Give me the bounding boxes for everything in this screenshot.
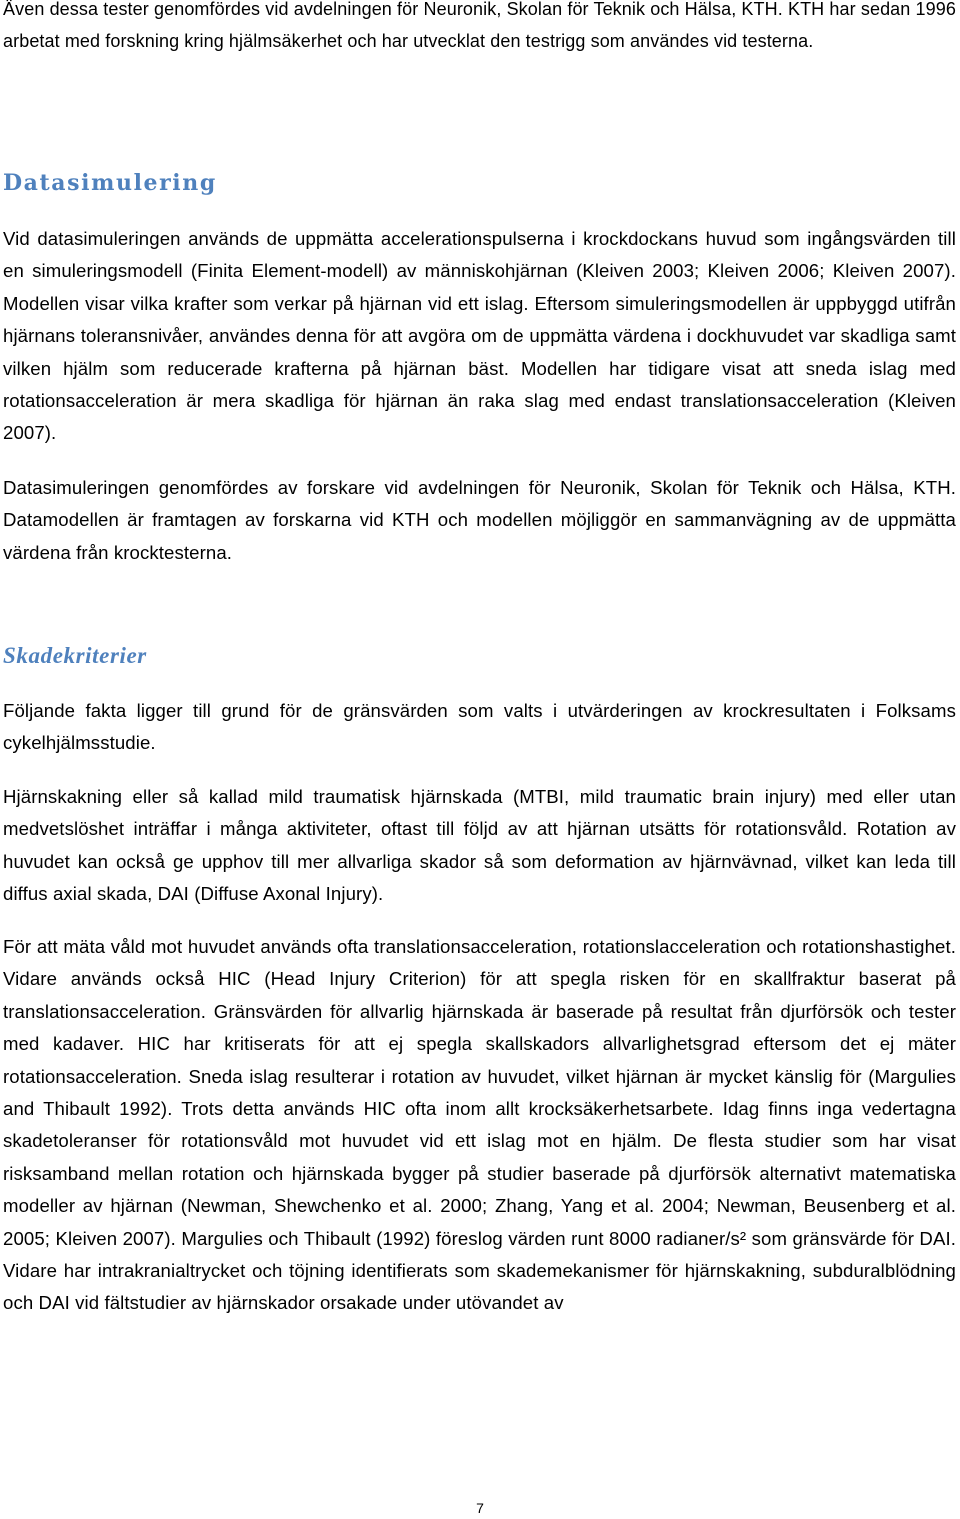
skadekriterier-paragraph-1: Följande fakta ligger till grund för de gränsvärden som valts i utvärderingen av krockresultaten i Folksams cykelhjälmsstudie. [3, 700, 956, 754]
skadekriterier-paragraph-3: För att mäta våld mot huvudet används ofta translationsacceleration, rotationslacceleration och rotationshastighet. Vidare används också HIC (Head Injury Criterion) för att spegla risken för en skallfraktur baserat på translationsacceleration. Gränsvärden för allvarlig hjärnskada är baserade på resultat från djurförsök och tester med kadaver. HIC har kritiserats för att ej spegla skallskadors allvarlighetsgrad eftersom det ej mäter rotationsacceleration. Sneda islag resulterar i rotation av huvudet, vilket hjärnan är mycket känslig för (Margulies and Thibault 1992). Trots detta används HIC ofta inom allt krocksäkerhetsarbete. Idag finns inga vedertagna skadetoleranser för rotationsvåld mot huvudet vid ett islag mot en hjälm. De flesta studier som har visat risksamband mellan rotation och hjärnskada bygger på studier baserade på djurförsök alternativt matematiska modeller av hjärnan (Newman, Shewchenko et al. 2000; Zhang, Yang et al. 2004; Newman, Beusenberg et al. 2005; Kleiven 2007). Margulies och Thibault (1992) föreslog värden runt 8000 radianer/s² som gränsvärde för DAI. Vidare har intrakranialtrycket och töjning identifierats som skademekanismer för hjärnskakning, subduralblödning och DAI vid fältstudier av hjärnskador orsakade under utövandet av [3, 936, 956, 1314]
skadekriterier-paragraph-2: Hjärnskakning eller så kallad mild traumatisk hjärnskada (MTBI, mild traumatic brain injury) med eller utan medvetslöshet inträffar i många aktiviteter, oftast till följd av att hjärnan utsätts för rotationsvåld. Rotation av huvudet kan också ge upphov till mer allvarliga skador så som deformation av hjärnvävnad, vilket kan leda till diffus axial skada, DAI (Diffuse Axonal Injury). [3, 786, 956, 905]
intro-paragraph: Även dessa tester genomfördes vid avdelningen för Neuronik, Skolan för Teknik och Hälsa, KTH. KTH har sedan 1996 arbetat med forskning kring hjälmsäkerhet och har utvecklat den testrigg som användes vid testerna. [3, 0, 956, 51]
page-number: 7 [476, 1500, 484, 1516]
datasimulering-paragraph-2: Datasimuleringen genomfördes av forskare vid avdelningen för Neuronik, Skolan för Teknik och Hälsa, KTH. Datamodellen är framtagen av forskarna vid KTH och modellen möjliggör en sammanvägning av de uppmätta värdena från krocktesterna. [3, 477, 956, 563]
datasimulering-paragraph-1: Vid datasimuleringen används de uppmätta accelerationspulserna i krockdockans huvud som ingångsvärden till en simuleringsmodell (Finita Element-modell) av människohjärnan (Kleiven 2003; Kleiven 2006; Kleiven 2007). Modellen visar vilka krafter som verkar på hjärnan vid ett islag. Eftersom simuleringsmodellen är uppbyggd utifrån hjärnans toleransnivåer, användes denna för att avgöra om de uppmätta värdena i dockhuvudet var skadliga samt vilken hjälm som reducerade krafterna på hjärnan bäst. Modellen har tidigare visat att sneda islag med rotationsacceleration är mera skadliga för hjärnan än raka slag med endast translationsacceleration (Kleiven 2007). [3, 228, 956, 444]
section-heading-skadekriterier: Skadekriterier [3, 643, 147, 668]
section-heading-datasimulering: Datasimulering [3, 170, 217, 196]
